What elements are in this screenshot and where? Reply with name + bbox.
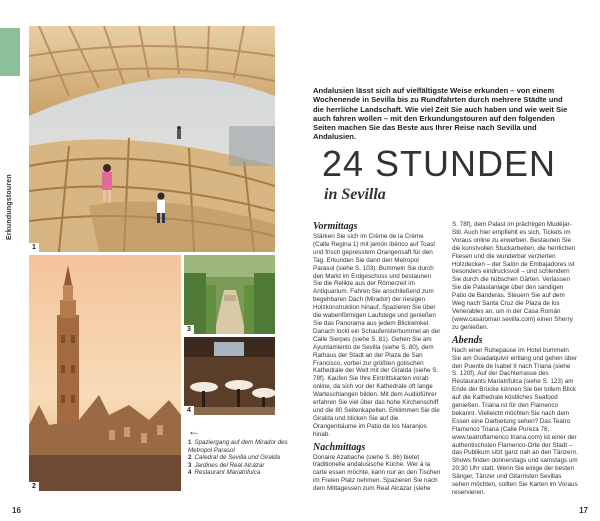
column-right	[452, 221, 578, 500]
column-left	[313, 221, 441, 496]
photo-number: 2	[29, 482, 39, 491]
photo-restaurant-mariatrifulca	[184, 337, 275, 415]
chapter-label: Erkundungstouren	[6, 174, 13, 240]
heading-abends: Abends	[452, 334, 483, 346]
text-continued: S. 78f), dem Palast im prächtigen Mudéjar-Stil. Auch hier empfiehlt es sich, Tickets im Voraus online zu erwerben. Bestaunen Sie die kunstvollen Stuckarbeiten, die herrlichen Fliesen und die wunderbar verzierten Holzdecken – der Salón de Embajadores ist besonders eindrucksvoll – und schlendern Sie durch die hübschen Gärten. Verlassen Sie die Palastanlage über den sandigen Patio de Banderas. Steuern Sie auf dem Weg nach Santa Cruz die Plaza de los Venerables an, um in der Casa Román (www.casaroman sevilla.com) einen Sherry zu genießen.	[452, 221, 576, 331]
section-tab	[0, 28, 20, 76]
text-nachmittags: Donaire Azabache (siehe S. 86) bietet traditionelle andalusische Küche. Wer à la carte essen möchte, kann nur an den Tischen im Freien Platz nehmen. Spazieren Sie nach dem Mittagessen zum Real Alcázar (siehe	[313, 453, 441, 493]
arrow-left-icon: ←	[188, 424, 200, 438]
photo-number: 3	[184, 325, 194, 334]
photo-captions	[188, 425, 296, 477]
page-number-right: 17	[579, 506, 588, 515]
photo-metropol-parasol	[29, 26, 275, 252]
photo-real-alcazar-gardens	[184, 255, 275, 334]
photo-number: 1	[29, 243, 39, 252]
running-header	[2, 80, 20, 240]
heading-vormittags: Vormittags	[313, 221, 358, 232]
photo-number: 4	[184, 406, 194, 415]
heading-nachmittags: Nachmittags	[313, 441, 366, 453]
caption-item: 4 Restaurant Mariatrifulca	[188, 469, 261, 477]
caption-item: 1 Spaziergang auf dem Mirador des Metropol Parasol	[188, 439, 288, 454]
caption-item: 3 Jardines del Real Alcázar	[188, 461, 265, 469]
page-subtitle: in Sevilla	[324, 186, 386, 203]
photo-catedral-giralda	[29, 255, 181, 491]
intro-text: Andalusien lässt sich auf vielfältigste Weise erkunden – von einem Wochenende in Sevilla bis zu Rundfahrten durch mehrere Städte und die herrliche Landschaft. Wie viel Zeit Sie auch haben und wie weit Sie auch fahren wollen – mit den Erkundungstouren auf den folgenden Seiten machen Sie das Beste aus Ihrer Reise nach Sevilla und Andalusien.	[313, 86, 568, 142]
text-vormittags: Stärken Sie sich im Crème de la Crème (Calle Regina 1) mit jamón ibérico auf Toast und frisch gepresstem Orangensaft für den Tag. Erkunden Sie dann den Metropol Parasol (siehe S. 103): Bummeln Sie durch den Markt im Erdgeschoss und bestaunen Sie die Relikte aus der Römerzeit im Antiquarium. Fahren Sie anschließend zum begehbaren Dach (Mirador) der riesigen Holzkonstruktion hinauf. Spazieren Sie über die wabenförmigen Laufstege und genießen Sie das Panorama aus jedem Blickwinkel. Danach lockt ein Schaufensterbummel an der Calle Sierpes (siehe S. 81). Gehen Sie am Ayuntamiento de Sevilla (siehe S. 80), dem Rathaus der Stadt an der Plaza de San Francisco, vorbei zur größten gotischen Kathedrale der Welt mit der Giralda (siehe S. 78f). Kaufen Sie Ihre Eintrittskarten vorab online, da sich vor der Kathedrale oft lange Warteschlangen bilden. Mit dem Audioführer erfahren Sie viel über das hohe Kirchenschiff und die 80 Seitenkapellen. Erklimmen Sie die Giralda und blicken Sie auf die Orangenbäume im Patio de los Naranjos hinab.	[313, 233, 441, 438]
text-abends: Nach einer Ruhepause im Hotel bummeln Sie am Guadalquivir entlang und gehen über den Puente de Isabel II nach Triana (siehe S. 120f). Auf der Dachterrasse des Restaurants Mariatrifulca (siehe S. 123) am Ende der Brücke können Sie bei tollem Blick auf die Kathedrale köstliches Seafood genießen. Triana ist für den Flamenco bekannt. Vielleicht möchten Sie nach dem Essen eine Darbietung sehen? Das Teatro Flamenco Triana (Calle Pureza 76, www.teatroflamenco triana.com) ist einer der authentischsten Flamenco-Orte der Stadt – das Publikum sitzt ganz nah an den Tänzern. Shows finden donnerstags und samstags um 20:30 Uhr statt. Wenn Sie einige der besten Sänger, Tänzer und Gitarristen Sevillas sehen möchten, sollten Sie Karten im Voraus reservieren.	[452, 346, 578, 496]
caption-item: 2 Catedral de Sevilla und Giralda	[188, 454, 281, 462]
page-number-left: 16	[12, 506, 21, 515]
page-title: 24 STUNDEN	[322, 143, 557, 184]
